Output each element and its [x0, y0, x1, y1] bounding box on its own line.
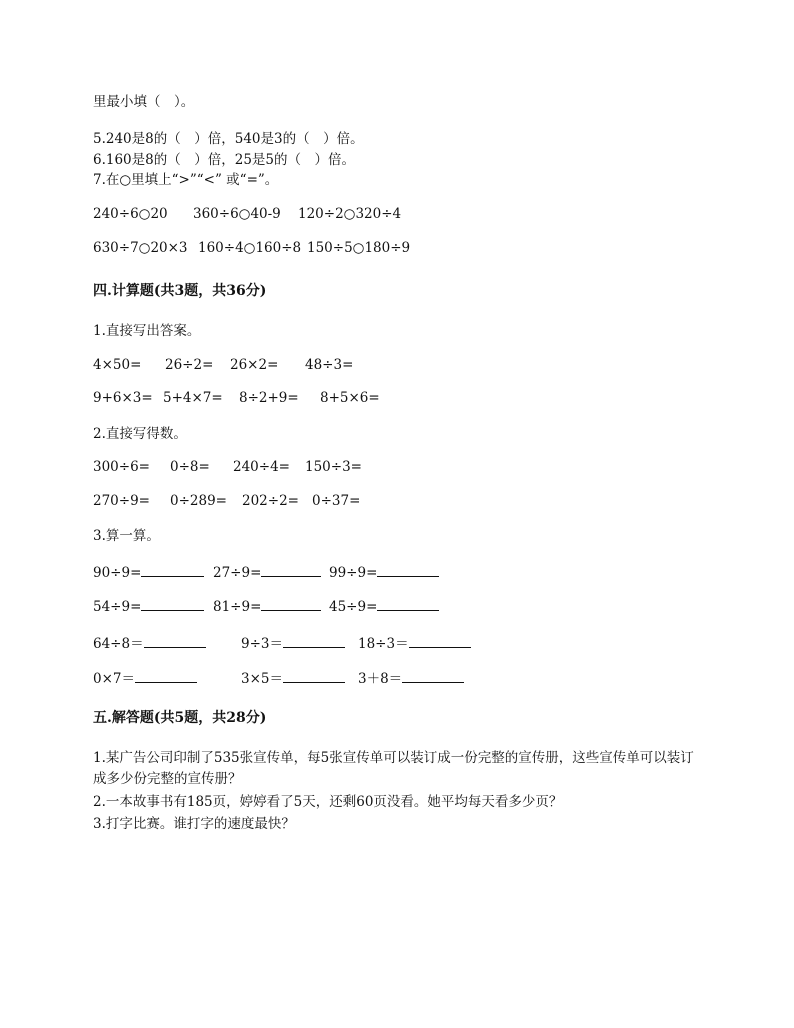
- calc-item: 0÷8=: [170, 459, 210, 475]
- calc-item: 5+4×7=: [163, 390, 223, 406]
- calc-item: 240÷4=: [233, 459, 290, 475]
- calc-item: [93, 597, 204, 615]
- calc-text: 99÷9=: [329, 565, 378, 581]
- calc-item: 270÷9=: [93, 493, 150, 509]
- calc-item: [93, 632, 206, 652]
- calc-item: 8÷2+9=: [239, 390, 299, 406]
- compare-item: 120÷2○320÷4: [298, 206, 402, 222]
- answer-blank[interactable]: [409, 634, 471, 648]
- calc-text: 45÷9=: [329, 599, 378, 615]
- calc-text: 54÷9=: [93, 599, 142, 615]
- section-4-q2: 2.直接写得数。: [93, 426, 187, 442]
- compare-item: 360÷6○40-9: [193, 206, 281, 222]
- calc-text: 81÷9=: [213, 599, 262, 615]
- calc-item: [358, 632, 471, 652]
- calc-item: 8+5×6=: [320, 390, 380, 406]
- section-4-q3: 3.算一算。: [93, 528, 160, 544]
- question-7: 7.在○里填上“>”“<” 或“=”。: [93, 172, 279, 188]
- calc-text: 18÷3＝: [358, 636, 409, 652]
- compare-item: 630÷7○20×3: [93, 240, 188, 256]
- calc-text: 9÷3＝: [241, 636, 283, 652]
- section-5-q1: 1.某广告公司印制了535张宣传单，每5张宣传单可以装订成一份完整的宣传册，这些宣传单可以装订成多少份完整的宣传册？: [93, 750, 694, 787]
- calc-text: 64÷8＝: [93, 636, 144, 652]
- section-5-heading: 五.解答题(共5题，共28分): [93, 710, 267, 726]
- calc-text: 3＋8＝: [358, 671, 403, 687]
- compare-item: 150÷5○180÷9: [307, 240, 411, 256]
- answer-blank[interactable]: [141, 597, 204, 611]
- calc-item: [213, 563, 321, 581]
- calc-item: 300÷6=: [93, 459, 150, 475]
- calc-item: [213, 597, 321, 615]
- calc-item: [329, 597, 439, 615]
- section-4-q1: 1.直接写出答案。: [93, 323, 201, 339]
- calc-item: 9+6×3=: [93, 390, 153, 406]
- answer-blank[interactable]: [377, 597, 439, 611]
- calc-item: 150÷3=: [305, 459, 362, 475]
- calc-item: 48÷3=: [305, 357, 354, 373]
- calc-text: 0×7＝: [93, 671, 135, 687]
- compare-item: 160÷4○160÷8: [198, 240, 302, 256]
- answer-blank[interactable]: [261, 563, 321, 577]
- answer-blank[interactable]: [144, 634, 206, 648]
- calc-text: 27÷9=: [213, 565, 262, 581]
- section-5-q2: 2.一本故事书有185页，婷婷看了5天，还剩60页没看。她平均每天看多少页？: [93, 794, 563, 810]
- answer-blank[interactable]: [261, 597, 321, 611]
- calc-item: 202÷2=: [242, 493, 299, 509]
- calc-item: [329, 563, 439, 581]
- answer-blank[interactable]: [141, 563, 204, 577]
- calc-item: [93, 667, 197, 687]
- calc-item: [241, 667, 345, 687]
- compare-item: 240÷6○20: [93, 206, 168, 222]
- question-6: 6.160是8的（ ）倍，25是5的（ ）倍。: [93, 152, 356, 168]
- calc-text: 90÷9=: [93, 565, 142, 581]
- calc-item: 0÷289=: [170, 493, 227, 509]
- calc-item: [358, 667, 464, 687]
- answer-blank[interactable]: [402, 669, 464, 683]
- calc-item: 26×2=: [230, 357, 279, 373]
- answer-blank[interactable]: [283, 669, 345, 683]
- question-5: 5.240是8的（ ）倍，540是3的（ ）倍。: [93, 131, 364, 147]
- calc-item: 26÷2=: [165, 357, 214, 373]
- calc-item: 4×50=: [93, 357, 142, 373]
- section-4-heading: 四.计算题(共3题，共36分): [93, 283, 267, 299]
- answer-blank[interactable]: [377, 563, 439, 577]
- answer-blank[interactable]: [135, 669, 197, 683]
- question-line: 里最小填（ ）。: [93, 94, 195, 110]
- calc-item: 0÷37=: [312, 493, 361, 509]
- answer-blank[interactable]: [283, 634, 345, 648]
- calc-item: [241, 632, 345, 652]
- calc-item: [93, 563, 204, 581]
- calc-text: 3×5＝: [241, 671, 283, 687]
- section-5-q3: 3.打字比赛。谁打字的速度最快？: [93, 816, 295, 832]
